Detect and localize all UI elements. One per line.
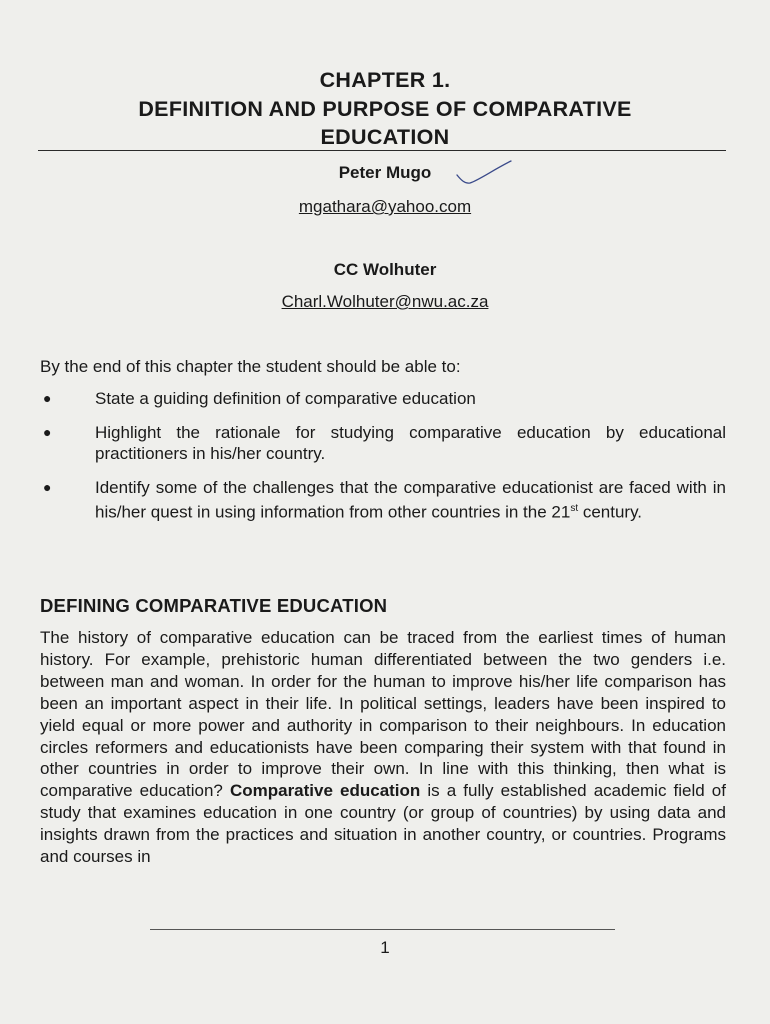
author-email-1[interactable]: mgathara@yahoo.com: [298, 197, 472, 216]
handwritten-check-mark-icon: [455, 158, 513, 188]
bullet-icon: ●: [43, 390, 52, 406]
paragraph-text-part-2: is a fully established academic field of study that examines education in one country (or group of countries) by using data and insights drawn from the practices and situation in another country, or countries. Programs and courses in: [40, 781, 726, 867]
chapter-title-line-1: CHAPTER 1.: [319, 68, 451, 92]
page-number: 1: [380, 938, 390, 957]
section-heading: DEFINING COMPARATIVE EDUCATION: [40, 595, 388, 616]
bullet-icon: ●: [43, 478, 52, 495]
bullet-icon: ●: [43, 423, 52, 440]
author-name-2: CC Wolhuter: [333, 260, 437, 279]
objective-item: [40, 477, 726, 524]
objective-text: Highlight the rationale for studying comparative education by educational practitioners in his/her country.: [95, 422, 726, 463]
paragraph-text-part-1: The history of comparative education can be traced from the earliest times of human history. For example, prehistoric human differentiated between the two genders i.e. between man and woman. In order for the human to improve his/her life comparison has been an important aspect in their life. In political settings, leaders have been inspired to yield equal or more power and authority in comparison to their neighbours. In education circles reformers and educationists have been comparing their system with that found in other countries in order to improve their own. In line with this thinking, then what is comparative education?: [40, 628, 726, 801]
objective-text-end: century.: [578, 502, 643, 522]
author-name-1: Peter Mugo: [338, 163, 432, 182]
objective-text: State a guiding definition of comparative education: [95, 389, 476, 408]
author-email-2[interactable]: Charl.Wolhuter@nwu.ac.za: [281, 292, 489, 311]
title-divider: [38, 150, 726, 151]
chapter-title-line-3: EDUCATION: [320, 125, 450, 149]
bold-term: Comparative education: [229, 781, 421, 801]
objective-item: [40, 422, 726, 465]
objective-text: Identify some of the challenges that the comparative educationist are faced with in his/her quest in using information from other countries in the 21: [95, 477, 726, 522]
body-paragraph: [40, 627, 726, 868]
objectives-intro: By the end of this chapter the student should be able to:: [40, 357, 461, 376]
footer-divider: [150, 929, 615, 930]
objectives-list: [40, 388, 726, 523]
superscript-ordinal: st: [570, 503, 579, 514]
objective-item: [40, 388, 726, 410]
chapter-title-line-2: DEFINITION AND PURPOSE OF COMPARATIVE: [138, 97, 632, 121]
